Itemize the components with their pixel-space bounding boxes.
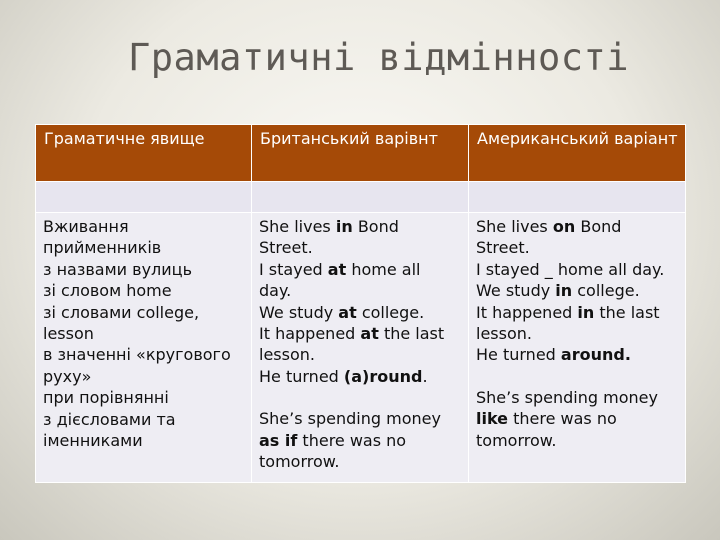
text-part: I stayed [259,259,328,279]
text-part: We study [476,281,556,301]
text-part: She lives [476,217,553,236]
british-line: She’s spending money [259,409,441,429]
text-part: He turned [259,366,344,386]
highlighted-word: in [335,217,353,236]
paragraph-gap [259,387,464,408]
text-part: We study [259,302,339,322]
text-part: college. [356,302,425,322]
header-american: Американський варіант [469,125,686,182]
text-part: the last [378,324,445,344]
american-line [476,344,681,365]
highlighted-word: in [555,281,573,301]
empty-row [36,182,686,213]
phenomenon-line: при порівнянні [43,388,169,408]
american-line [476,408,681,429]
text-part: there was no [508,409,617,429]
grammar-differences-table [35,124,686,483]
american-line [476,280,681,301]
highlighted-word: at [327,259,347,279]
phenomenon-line: руху» [43,366,92,386]
table-row [36,213,686,483]
highlighted-word: (a)round [343,366,423,386]
american-line: lesson. [476,324,532,344]
empty-cell [469,182,686,213]
british-line: lesson. [259,345,315,365]
phenomenon-line: з назвами вулиць [43,259,192,279]
british-line [259,302,464,323]
empty-cell [252,182,469,213]
highlighted-word: in [577,302,595,322]
phenomenon-line: в значенні «кругового [43,345,231,365]
header-phenomenon: Граматичне явище [36,125,252,182]
text-part: It happened [259,324,361,344]
british-cell [252,213,469,483]
phenomenon-line: lesson [43,324,94,344]
british-line [259,216,464,237]
american-line: Street. [476,238,530,258]
phenomenon-cell [36,213,252,483]
text-part: home all [346,259,421,279]
phenomenon-line: Вживання [43,217,129,236]
phenomenon-line: зі словом home [43,281,172,301]
highlighted-word: on [552,217,576,236]
british-line [259,323,464,344]
table-header-row [36,125,686,182]
british-line: Street. [259,238,313,258]
british-line [259,366,464,387]
british-line: day. [259,281,292,301]
text-part: It happened [476,302,578,322]
text-part: Bond [352,217,399,236]
header-british: Британський варівнт [252,125,469,182]
phenomenon-line: зі словами college, [43,302,200,322]
american-cell [469,213,686,483]
text-part: . [422,366,428,386]
american-line: I stayed _ home all day. [476,259,665,279]
phenomenon-line: іменниками [43,431,143,451]
highlighted-word: like [476,409,509,429]
british-line [259,430,464,451]
text-part: He turned [476,345,561,365]
text-part: there was no [297,430,407,450]
american-line: She’s spending money [476,387,658,407]
text-part: She lives [259,217,336,236]
text-part: Bond [575,217,622,236]
highlighted-word: as if [259,430,298,450]
american-line [476,216,681,237]
british-line: tomorrow. [259,452,340,472]
highlighted-word: at [360,324,379,344]
phenomenon-line: прийменників [43,238,162,258]
british-line [259,259,464,280]
highlighted-word: at [338,302,357,322]
page-title: Граматичні відмінності [128,36,630,79]
paragraph-gap [476,366,681,387]
text-part: college. [572,281,640,301]
highlighted-word: around. [560,345,631,365]
empty-cell [36,182,252,213]
text-part: the last [594,302,660,322]
american-line [476,302,681,323]
american-line: tomorrow. [476,430,557,450]
phenomenon-line: з дієсловами та [43,409,176,429]
